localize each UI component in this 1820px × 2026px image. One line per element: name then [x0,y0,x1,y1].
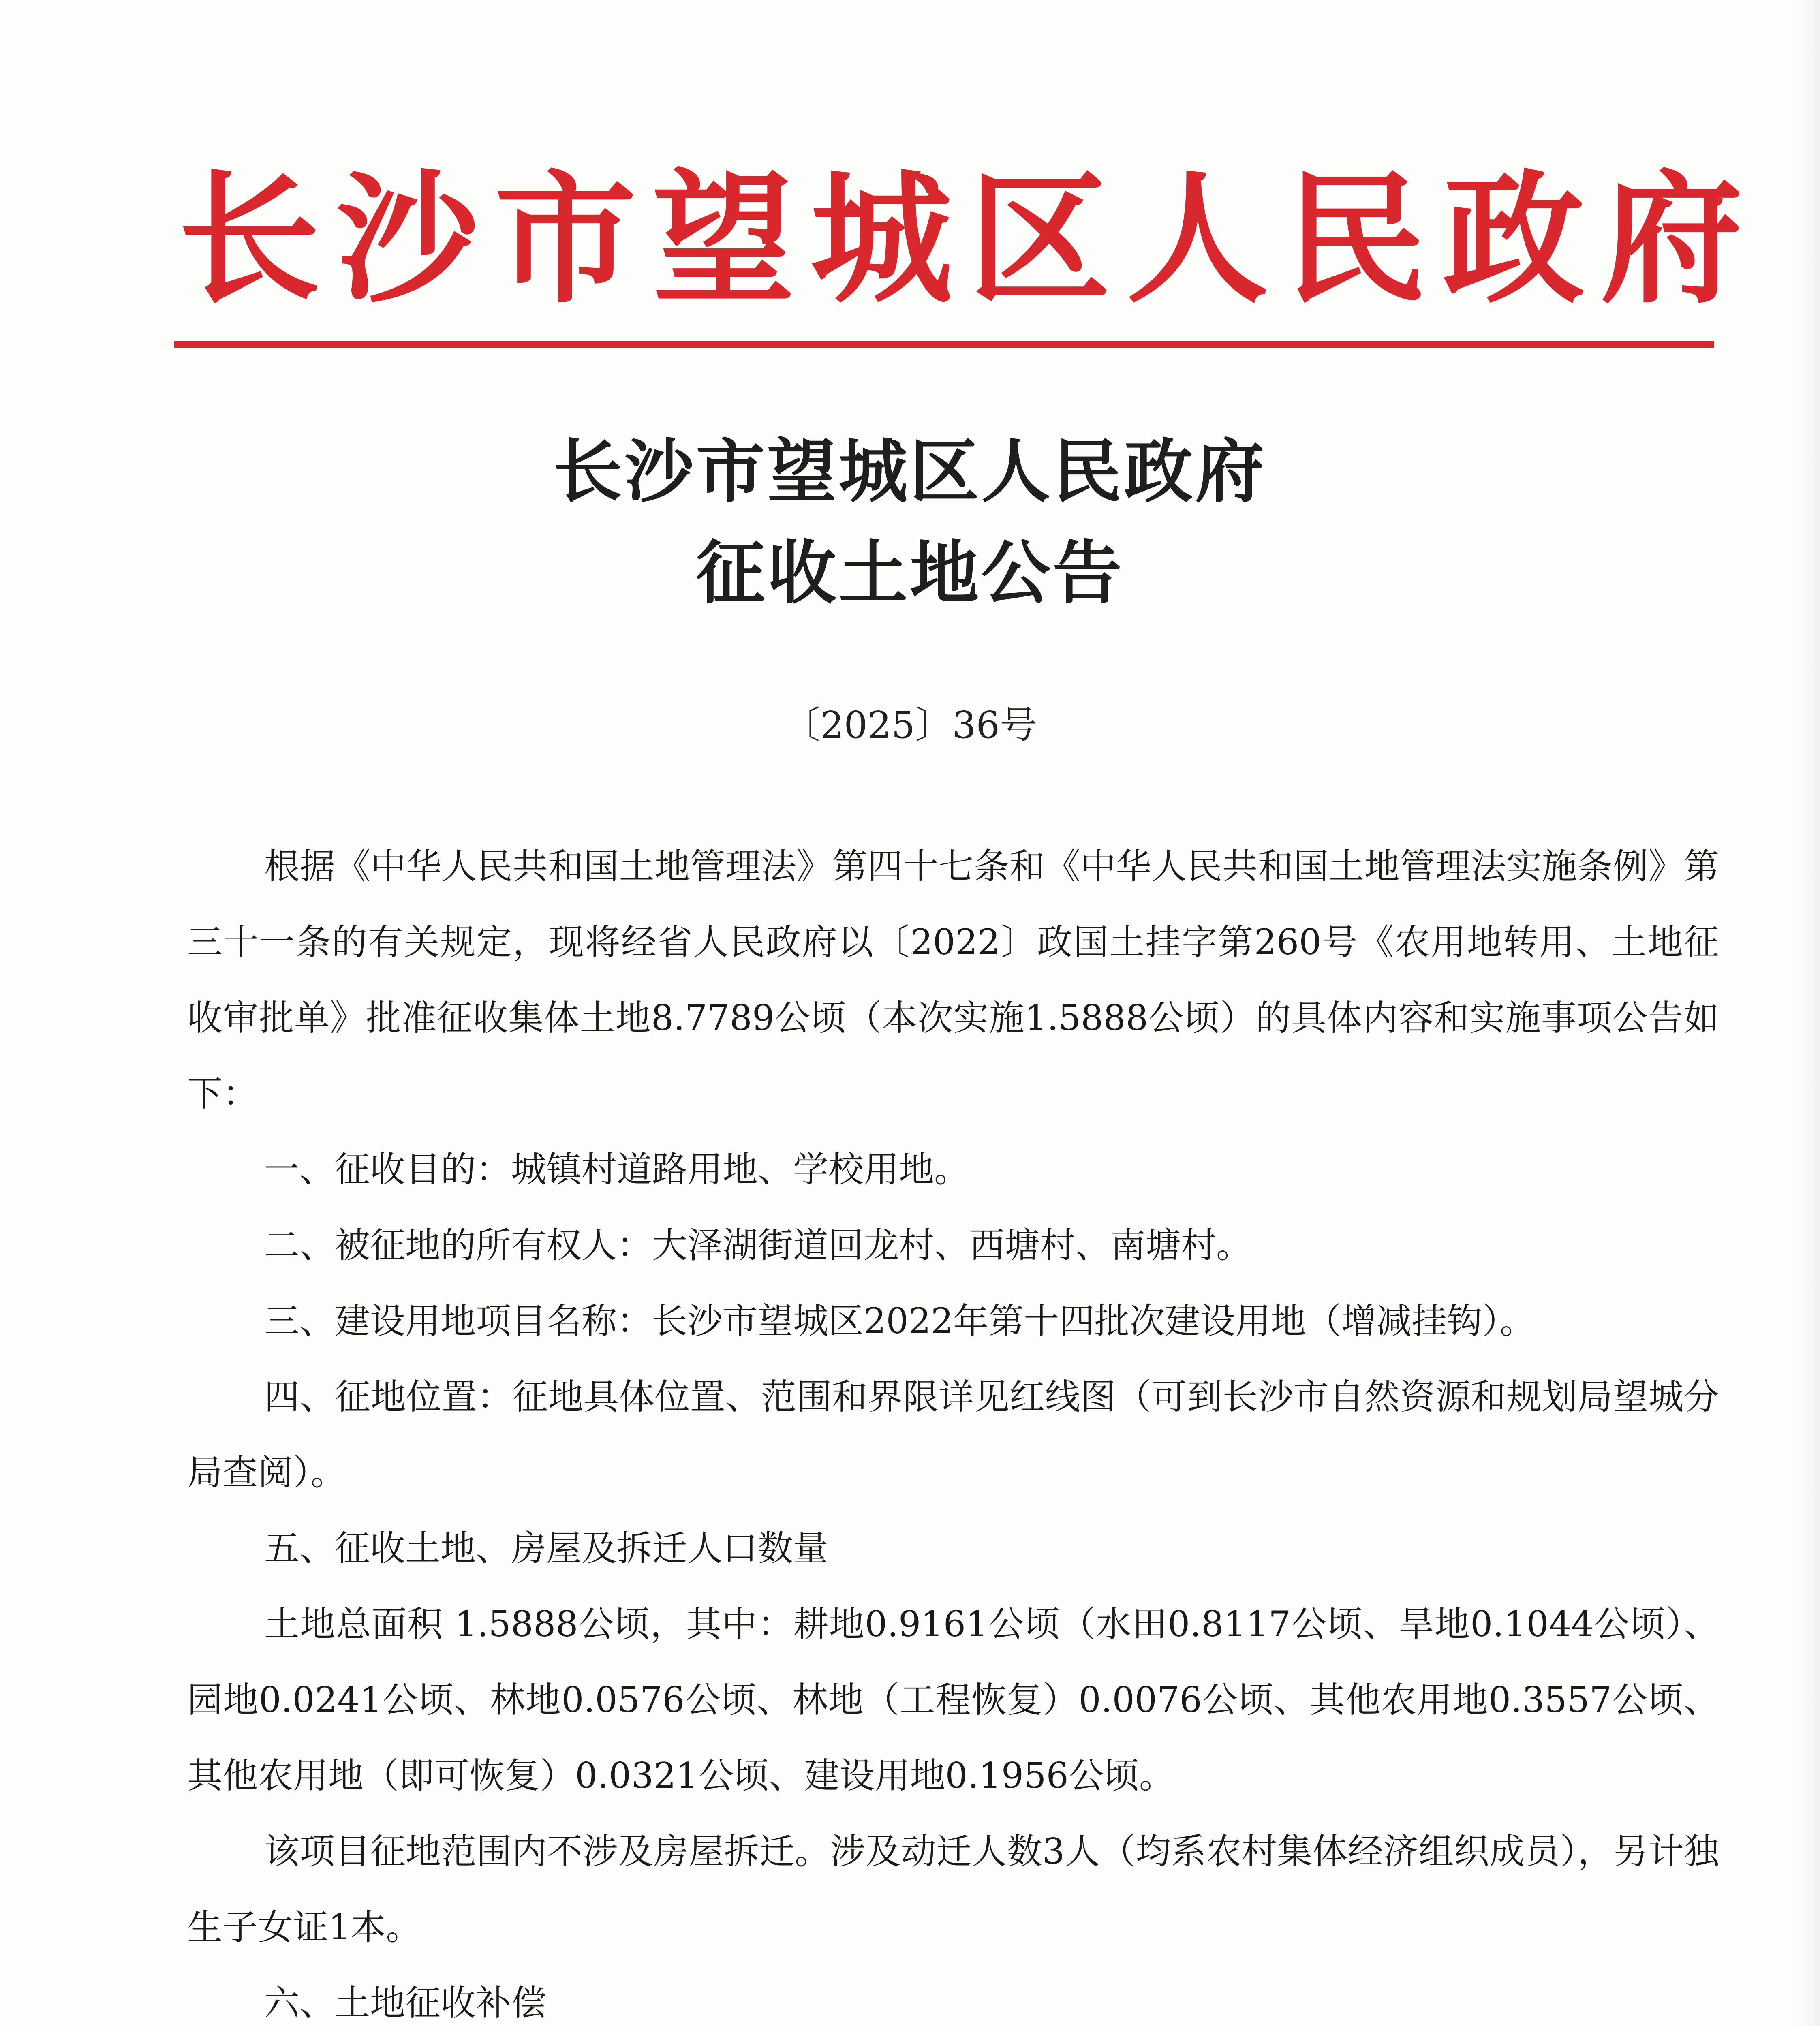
paragraph-project-name: 三、建设用地项目名称：长沙市望城区2022年第十四批次建设用地（增减挂钩）。 [264,1300,1535,1342]
paragraph-quantity-heading: 五、征收土地、房屋及拆迁人口数量 [264,1528,828,1569]
paragraph-relocation: 该项目征地范围内不涉及房屋拆迁。涉及动迁人数3人（均系农村集体经济组织成员），另计独生子女证1本。 [187,1831,1719,1948]
header-red-rule [174,341,1714,348]
paragraph-compensation-heading: 六、土地征收补偿 [264,1982,546,2024]
paragraph-owners: 二、被征地的所有权人：大泽湖街道回龙村、西塘村、南塘村。 [264,1225,1251,1266]
paragraph-land-area: 土地总面积 1.5888公顷，其中：耕地0.9161公顷（水田0.8117公顷、旱地0.1044公顷）、园地0.0241公顷、林地0.0576公顷、林地（工程恢复）0.0076公顷、其他农用地0.3557公顷、其他农用地（即可恢复）0.0321公顷、建设用地0.1956公顷。 [187,1603,1719,1796]
paragraph-location: 四、征地位置：征地具体位置、范围和界限详见红线图（可到长沙市自然资源和规划局望城分局查阅）。 [187,1376,1719,1493]
document-body [187,829,1719,2026]
paragraph-purpose: 一、征收目的：城镇村道路用地、学校用地。 [264,1149,969,1190]
paragraph-intro: 根据《中华人民共和国土地管理法》第四十七条和《中华人民共和国土地管理法实施条例》第三十一条的有关规定，现将经省人民政府以〔2022〕政国土挂字第260号《农用地转用、土地征收审批单》批准征收集体土地8.7789公顷（本次实施1.5888公顷）的具体内容和实施事项公告如下： [187,846,1719,1114]
document-title-line-2: 征收土地公告 [696,533,1124,613]
page-edge-shadow [1796,0,1820,2026]
document-title-line-1: 长沙市望城区人民政府 [553,432,1267,512]
issuing-authority-header: 长沙市望城区人民政府 [178,156,1759,323]
document-number: 〔2025〕36号 [783,703,1037,747]
